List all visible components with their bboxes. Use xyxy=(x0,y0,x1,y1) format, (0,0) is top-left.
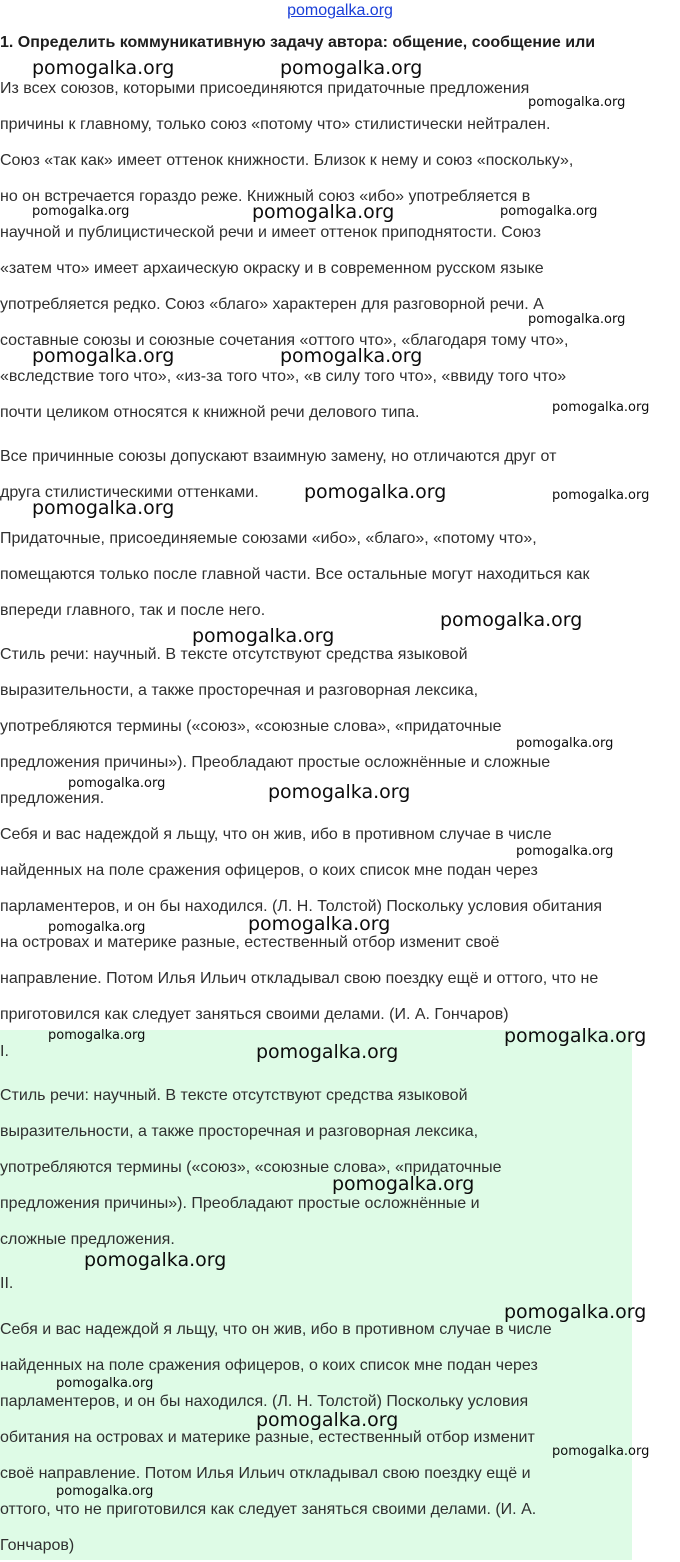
text-line: употребляется редко. Союз «благо» характерен для разговорной речи. А xyxy=(0,296,544,313)
watermark: pomogalka.org xyxy=(256,1041,399,1063)
text-line: научной и публицистической речи и имеет оттенок приподнятости. Союз xyxy=(0,224,541,241)
watermark: pomogalka.org xyxy=(252,201,395,223)
answer-line: Себя и вас надеждой я льщу, что он жив, ибо в противном случае в числе xyxy=(0,1321,552,1338)
text-line: приготовился как следует заняться своими делами. (И. А. Гончаров) xyxy=(0,1006,509,1023)
watermark: pomogalka.org xyxy=(256,1409,399,1431)
watermark: pomogalka.org xyxy=(68,776,166,791)
watermark: pomogalka.org xyxy=(32,57,175,79)
text-line: найденных на поле сражения офицеров, о коих список мне подан через xyxy=(0,862,538,879)
text-line: направление. Потом Илья Ильич откладывал свою поездку ещё и оттого, что не xyxy=(0,970,599,987)
watermark: pomogalka.org xyxy=(32,497,175,519)
watermark: pomogalka.org xyxy=(528,95,626,110)
watermark: pomogalka.org xyxy=(56,1484,154,1499)
watermark: pomogalka.org xyxy=(48,1028,146,1043)
text-line: на островах и материке разные, естественный отбор изменит своё xyxy=(0,934,500,951)
watermark: pomogalka.org xyxy=(500,204,598,219)
text-line: помещаются только после главной части. Все остальные могут находиться как xyxy=(0,566,590,583)
answer-line: найденных на поле сражения офицеров, о коих список мне подан через xyxy=(0,1357,538,1374)
text-line: составные союзы и союзные сочетания «оттого что», «благодаря тому что», xyxy=(0,332,569,349)
watermark: pomogalka.org xyxy=(504,1301,647,1323)
watermark: pomogalka.org xyxy=(528,312,626,327)
text-line: друга стилистическими оттенками. xyxy=(0,484,259,501)
text-line: выразительности, а также просторечная и разговорная лексика, xyxy=(0,682,479,699)
watermark: pomogalka.org xyxy=(56,1376,154,1391)
answer-line: Гончаров) xyxy=(0,1537,75,1554)
answer-line: оттого, что не приготовился как следует заняться своими делами. (И. А. xyxy=(0,1501,537,1518)
answer-line: употребляются термины («союз», «союзные слова», «придаточные xyxy=(0,1159,502,1176)
answer-line: обитания на островах и материке разные, естественный отбор изменит xyxy=(0,1429,535,1446)
text-line: парламентеров, и он бы находился. (Л. Н. Толстой) Поскольку условия обитания xyxy=(0,898,603,915)
watermark: pomogalka.org xyxy=(440,609,583,631)
answer-line: выразительности, а также просторечная и разговорная лексика, xyxy=(0,1123,479,1140)
watermark: pomogalka.org xyxy=(280,345,423,367)
answer-line: I. xyxy=(0,1043,9,1060)
text-line: впереди главного, так и после него. xyxy=(0,602,266,619)
text-line: предложения. xyxy=(0,790,105,807)
site-link[interactable]: pomogalka.org xyxy=(287,2,393,19)
watermark: pomogalka.org xyxy=(552,488,650,503)
text-line: Все причинные союзы допускают взаимную замену, но отличаются друг от xyxy=(0,448,557,465)
watermark: pomogalka.org xyxy=(552,1444,650,1459)
text-line: почти целиком относятся к книжной речи делового типа. xyxy=(0,404,420,421)
answer-line: II. xyxy=(0,1275,14,1292)
text-line: Стиль речи: научный. В тексте отсутствуют средства языковой xyxy=(0,646,468,663)
answer-line: Стиль речи: научный. В тексте отсутствуют средства языковой xyxy=(0,1087,468,1104)
answer-line: своё направление. Потом Илья Ильич откладывал свою поездку ещё и xyxy=(0,1465,531,1482)
text-line: причины к главному, только союз «потому что» стилистически нейтрален. xyxy=(0,116,551,133)
answer-line: парламентеров, и он бы находился. (Л. Н. Толстой) Поскольку условия xyxy=(0,1393,529,1410)
text-line: но он встречается гораздо реже. Книжный союз «ибо» употребляется в xyxy=(0,188,531,205)
answer-line: предложения причины»). Преобладают простые осложнённые и xyxy=(0,1195,480,1212)
watermark: pomogalka.org xyxy=(516,736,614,751)
answer-line: сложные предложения. xyxy=(0,1231,175,1248)
watermark: pomogalka.org xyxy=(332,1173,475,1195)
watermark: pomogalka.org xyxy=(268,781,411,803)
watermark: pomogalka.org xyxy=(48,920,146,935)
watermark: pomogalka.org xyxy=(32,345,175,367)
text-line: Придаточные, присоединяемые союзами «ибо», «благо», «потому что», xyxy=(0,530,537,547)
task-heading: 1. Определить коммуникативную задачу автора: общение, сообщение или xyxy=(0,34,596,51)
text-line: Себя и вас надеждой я льщу, что он жив, ибо в противном случае в числе xyxy=(0,826,552,843)
text-line: «вследствие того что», «из-за того что», «в силу того что», «ввиду того что» xyxy=(0,368,567,385)
text-line: Из всех союзов, которыми присоединяются придаточные предложения xyxy=(0,80,530,97)
watermark: pomogalka.org xyxy=(280,57,423,79)
watermark: pomogalka.org xyxy=(552,400,650,415)
watermark: pomogalka.org xyxy=(516,844,614,859)
watermark: pomogalka.org xyxy=(504,1025,647,1047)
watermark: pomogalka.org xyxy=(304,481,447,503)
watermark: pomogalka.org xyxy=(248,913,391,935)
text-line: употребляются термины («союз», «союзные слова», «придаточные xyxy=(0,718,502,735)
text-line: «затем что» имеет архаическую окраску и в современном русском языке xyxy=(0,260,544,277)
text-line: предложения причины»). Преобладают простые осложнённые и сложные xyxy=(0,754,551,771)
watermark: pomogalka.org xyxy=(84,1249,227,1271)
text-line: Союз «так как» имеет оттенок книжности. Близок к нему и союз «поскольку», xyxy=(0,152,574,169)
watermark: pomogalka.org xyxy=(32,204,130,219)
watermark: pomogalka.org xyxy=(192,625,335,647)
